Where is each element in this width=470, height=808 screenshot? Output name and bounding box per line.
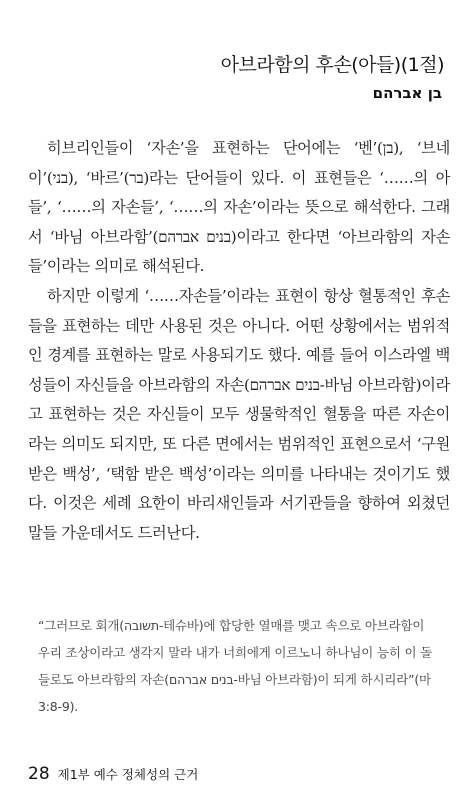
body-text: [28, 134, 450, 548]
section-label: 제1부 예수 정체성의 근거: [57, 767, 199, 782]
paragraph-1: 히브리인들이 ‘자손’을 표현하는 단어에는 ‘벤’(בן), ‘브네이’(בני), ‘바르’(בר)라는 단어들이 있다. 이 표현들은 ‘……의 아들’, ‘……의 자손들’, ‘……의 자손’이라는 뜻으로 해석한다. 그래서 ‘바님 아브라함’(בנים אברהם)이라고 한다면 ‘아브라함의 자손들’이라는 의미로 해석된다.: [28, 139, 451, 276]
page-footer: [28, 764, 198, 784]
scripture-quote: “그러므로 회개(תשובה-테슈바)에 합당한 열매를 맺고 속으로 아브라함이 우리 조상이라고 생각지 말라 내가 너희에게 이르노니 하나님이 능히 이 돌들로도 아브라함의 자손(בנים אברהם-바님 아브라함)이 되게 하시리라”(마 3:8-9).: [38, 618, 432, 714]
paragraph-2: 하지만 이렇게 ‘……자손들’이라는 표현이 항상 혈통적인 후손들을 표현하는 데만 사용된 것은 아니다. 어떤 상황에서는 범위적인 경계를 표현하는 말로 사용되기도 했다. 예를 들어 이스라엘 백성들이 자신들을 아브라함의 자손(בנים אברהם-바님 아브라함)이라고 표현하는 것은 자신들이 모두 생물학적인 혈통을 따른 자손이라는 의미도 되지만, 또 다른 면에서는 범위적인 표현으로서 ‘구원받은 백성’, ‘택함 받은 백성’이라는 의미를 나타내는 것이기도 했다. 이것은 세례 요한이 바리새인들과 서기관들을 향하여 외쳤던 말들 가운데서도 드러난다.: [28, 286, 450, 542]
page-number: 28: [28, 764, 50, 784]
hebrew-subheading: בן אברהם: [372, 84, 442, 102]
section-heading: 아브라함의 후손(아들)(1절): [220, 54, 444, 76]
